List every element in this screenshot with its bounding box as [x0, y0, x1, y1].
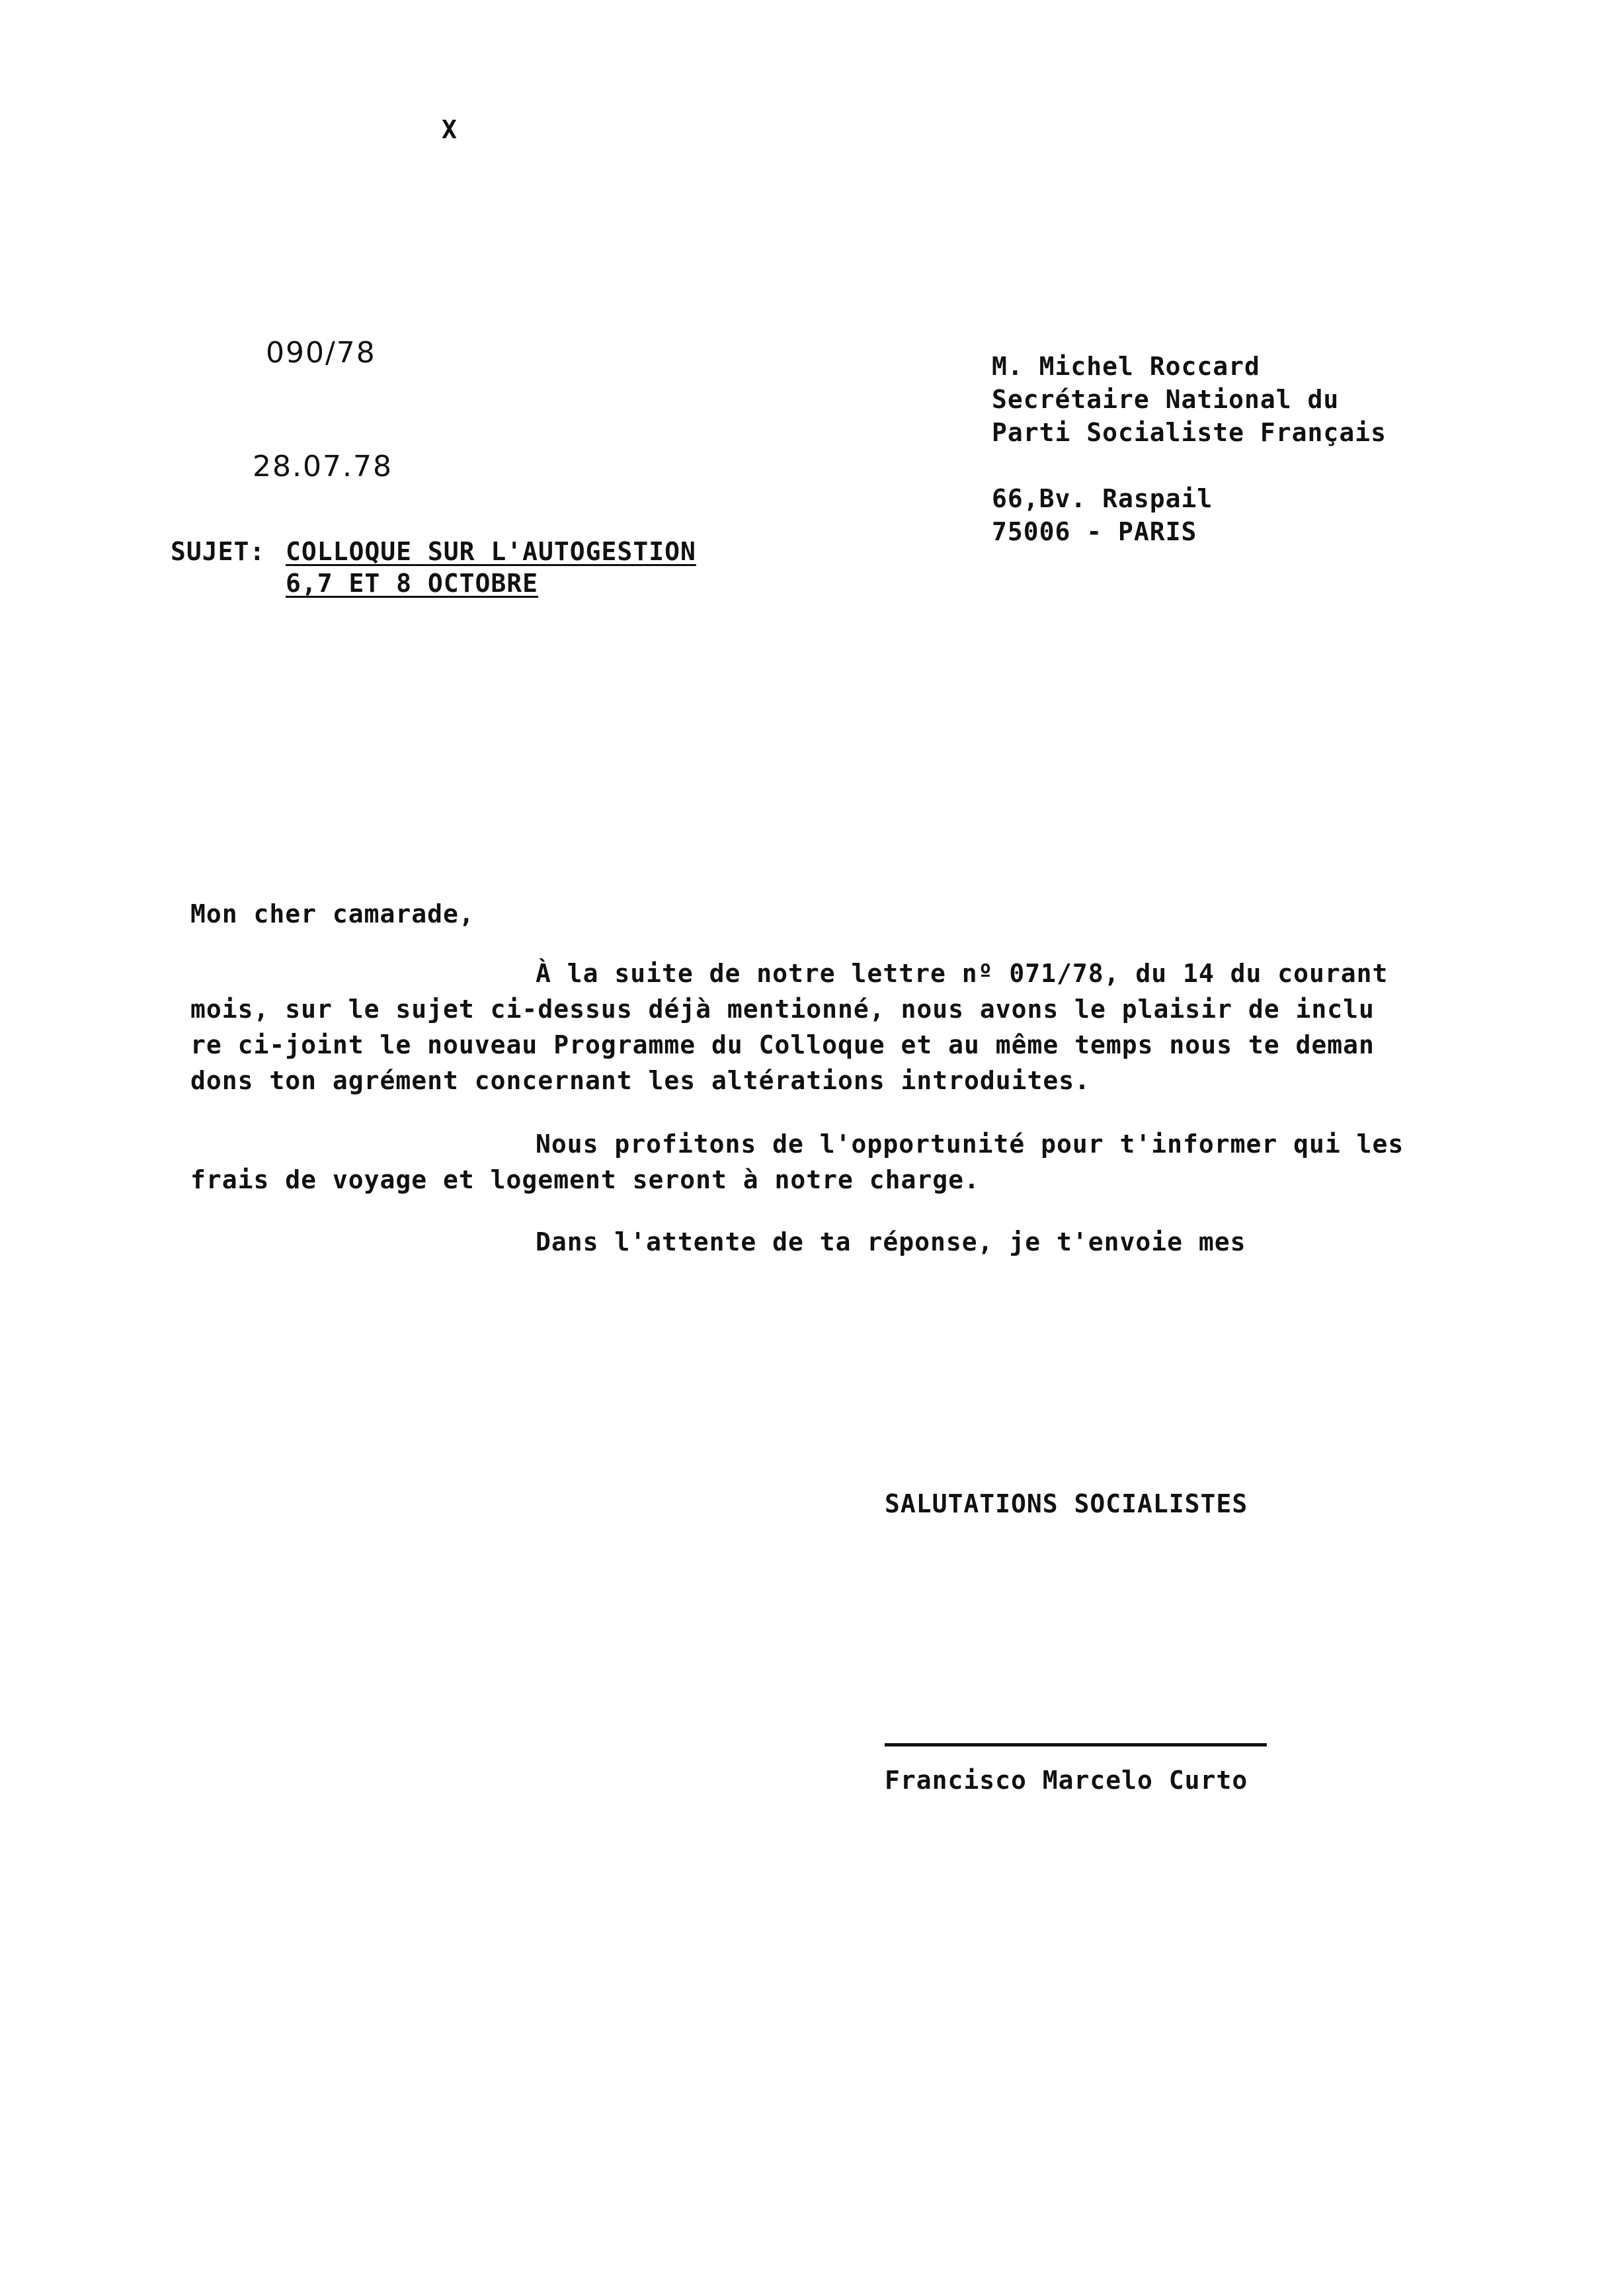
paragraph-1-line-2: mois, sur le sujet ci-dessus déjà mentionné, nous avons le plaisir de inclu: [190, 995, 1375, 1024]
paragraph-1-line-4: dons ton agrément concernant les altérations introduites.: [190, 1066, 1091, 1095]
recipient-title: Secrétaire National du: [992, 385, 1340, 414]
recipient-city: 75006 - PARIS: [992, 517, 1197, 546]
greeting: Mon cher camarade,: [190, 899, 475, 928]
reference-number: 090/78: [266, 336, 376, 370]
paragraph-1-line-3: re ci-joint le nouveau Programme du Colloque et au même temps nous te deman: [190, 1030, 1375, 1059]
recipient-party: Parti Socialiste Français: [992, 418, 1387, 447]
subject-line-2: 6,7 ET 8 OCTOBRE: [286, 569, 539, 598]
closing-salutation: SALUTATIONS SOCIALISTES: [885, 1489, 1248, 1518]
subject-line-1: COLLOQUE SUR L'AUTOGESTION: [286, 537, 696, 566]
paragraph-1-line-1: À la suite de notre lettre nº 071/78, du 14 du courant: [536, 959, 1388, 988]
signature-line: [885, 1743, 1267, 1746]
subject-label: SUJET:: [171, 537, 266, 566]
signatory-name: Francisco Marcelo Curto: [885, 1766, 1248, 1795]
letter-date: 28.07.78: [253, 450, 393, 483]
recipient-name: M. Michel Roccard: [992, 352, 1260, 381]
top-mark: X: [442, 115, 458, 144]
paragraph-2-line-2: frais de voyage et logement seront à notre charge.: [190, 1165, 980, 1194]
body-paragraph-3: Dans l'attente de ta réponse, je t'envoie mes: [536, 1227, 1246, 1256]
recipient-street: 66,Bv. Raspail: [992, 484, 1213, 513]
paragraph-2-line-1: Nous profitons de l'opportunité pour t'informer qui les: [536, 1129, 1404, 1159]
